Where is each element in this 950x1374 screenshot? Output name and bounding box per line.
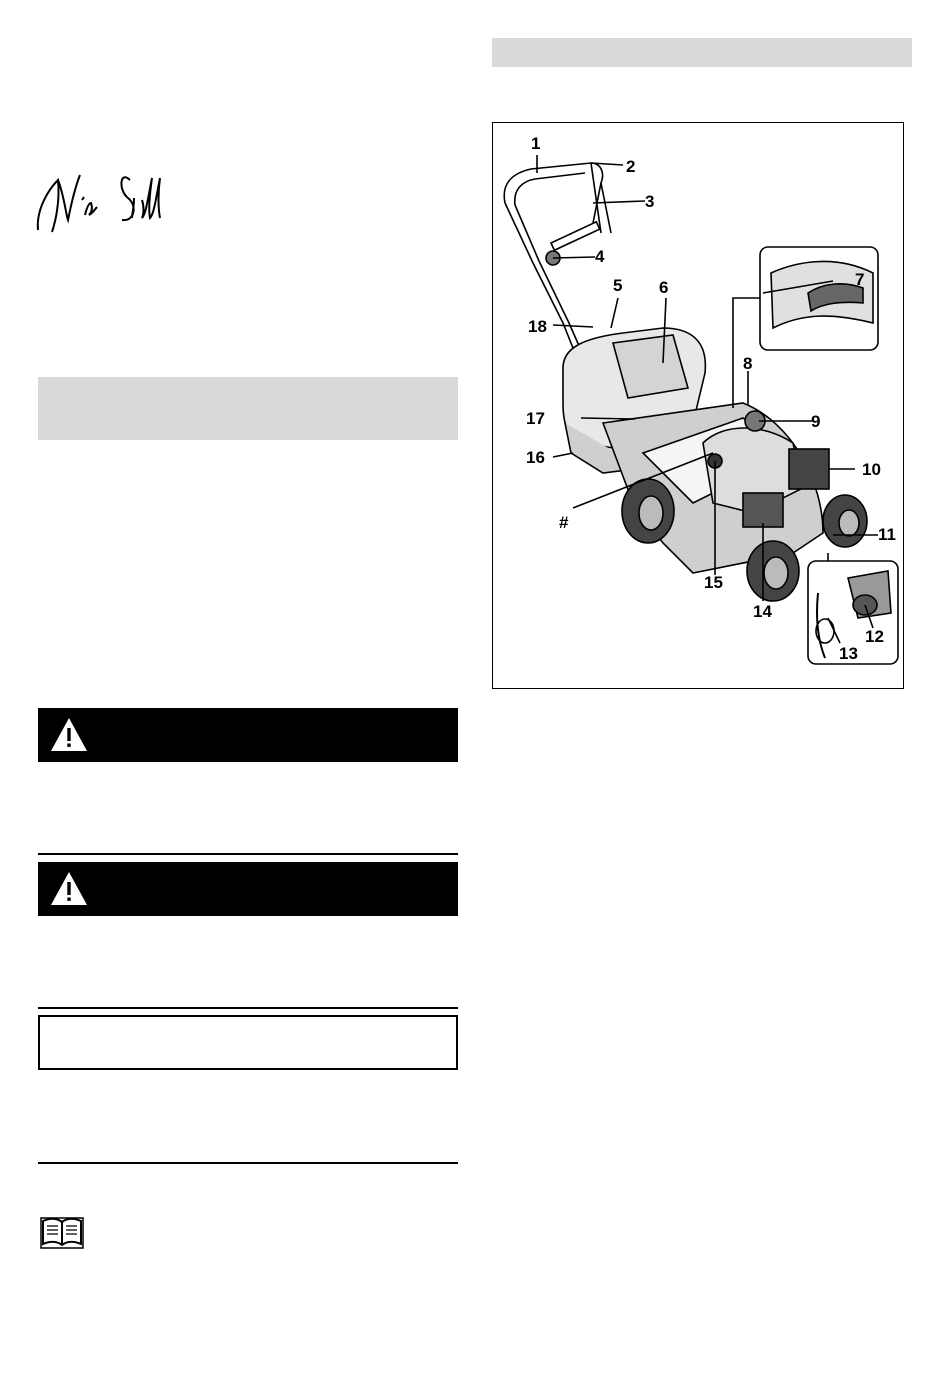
warning-banner-1 xyxy=(38,708,458,762)
callout-2: 2 xyxy=(626,157,636,176)
callout-hash: # xyxy=(559,513,569,532)
callout-8: 8 xyxy=(743,354,753,373)
callout-18: 18 xyxy=(528,317,547,336)
divider-2 xyxy=(38,1007,458,1009)
callout-5: 5 xyxy=(613,276,623,295)
lawn-mower-drawing xyxy=(493,123,905,690)
callout-16: 16 xyxy=(526,448,545,467)
signature xyxy=(30,160,190,240)
callout-12: 12 xyxy=(865,627,884,646)
callout-3: 3 xyxy=(645,192,655,211)
divider-3 xyxy=(38,1162,458,1164)
notice-box xyxy=(38,1015,458,1070)
callout-17: 17 xyxy=(526,409,545,428)
lawn-mower-figure xyxy=(492,122,904,689)
warning-banner-2 xyxy=(38,862,458,916)
callout-7: 7 xyxy=(855,270,865,289)
section-heading-bar xyxy=(38,377,458,440)
callout-4: 4 xyxy=(595,247,605,266)
callout-6: 6 xyxy=(659,278,669,297)
warning-triangle-icon xyxy=(48,868,90,910)
callout-11: 11 xyxy=(878,525,896,544)
warning-triangle-icon xyxy=(48,714,90,756)
callout-15: 15 xyxy=(704,573,723,592)
right-heading-bar xyxy=(492,38,912,67)
callout-9: 9 xyxy=(811,412,821,431)
callout-13: 13 xyxy=(839,644,858,663)
book-icon xyxy=(40,1217,84,1249)
callout-14: 14 xyxy=(753,602,772,621)
callout-10: 10 xyxy=(862,460,881,479)
callout-1: 1 xyxy=(531,134,541,153)
divider-1 xyxy=(38,853,458,855)
